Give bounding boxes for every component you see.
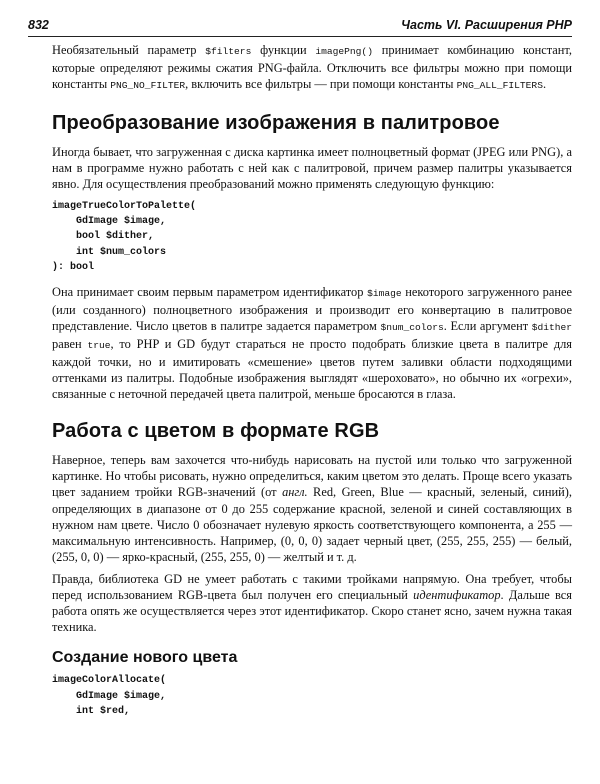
code-line: imageColorAllocate( (52, 675, 167, 687)
code-line: ): bool (52, 262, 95, 274)
code-line: GdImage $image, (76, 215, 167, 227)
page-body (52, 42, 572, 728)
code-line: int $num_colors (76, 246, 167, 258)
code-block-allocate (52, 673, 572, 719)
page-number: 832 (28, 18, 49, 32)
code-line: imageTrueColorToPalette( (52, 200, 197, 212)
subsection-heading-new-color: Создание нового цвета (52, 649, 238, 667)
section-heading-palette: Преобразование изображения в палитровое (52, 112, 500, 135)
paragraph-palette-intro: Иногда бывает, что загруженная с диска картинка имеет полноцветный формат (JPEG или PNG), а нам в программе нужно работать с ней как с палитровой, причем размер палитры указывается явно. Для осуществления преобразований можно применять следующую функцию: (52, 145, 572, 192)
paragraph-rgb-intro: Наверное, теперь вам захочется что-нибудь нарисовать на пустой или только что загруженной картинке. Но чтобы рисовать, нужно определиться, каким цветом это делать. Проще всего указать цвет заданием тройки RGB-значений (от англ. Red, Green, Blue — красный, зеленый, синий), определяющих в диапазоне от 0 до 255 содержание красной, зеленой и синей составляющих в нужном нам цвете. Число 0 обозначает нулевую яркость соответствующего компонента, а 255 — максимальную интенсивность. Например, (0, 0, 0) задает черный цвет, (255, 255, 255) — белый, (255, 0, 0) — ярко-красный, (255, 255, 0) — желтый и т. д. (52, 453, 573, 564)
running-title: Часть VI. Расширения PHP (401, 18, 572, 32)
code-block-truecolor (52, 199, 572, 276)
code-line: int $red, (76, 706, 131, 718)
paragraph-rgb-identifier: Правда, библиотека GD не умеет работать с такими тройками напрямую. Она требует, чтобы перед использованием RGB-цвета был получен его специальный идентификатор. Дальше вся работа опять же осуществляется через этот идентификатор. Скоро станет ясно, зачем нужна такая техника. (52, 571, 572, 635)
paragraph-palette-desc: Она принимает своим первым параметром идентификатор $image некоторого загруженного ранее (или созданного) полноцветного изображения и производит его конвертацию в палитровое представление. Число цветов в палитре задается параметром $num_colors. Если аргумент $dither равен true, то PHP и GD будут стараться не просто подобрать близкие цвета в палитре для каждой точки, но и имитировать «смешение» цветов путем заливки области подходящими оттенками из палитры. Подобные изображения выглядят «шероховато», но обычно их «огрехи», связанные с неточной передачей цвета палитрой, меньше бросаются в глаза. (52, 284, 573, 402)
code-line: GdImage $image, (76, 690, 167, 702)
paragraph-filters: Необязательный параметр $filters функции imagePng() принимает комбинацию констант, которые определяют режимы сжатия PNG-файла. Отключить все фильтры можно при помощи константы PNG_NO_FILTER, включить все фильтры — при помощи константы PNG_ALL_FILTERS. (52, 43, 572, 92)
code-line: bool $dither, (76, 231, 155, 243)
section-heading-rgb: Работа с цветом в формате RGB (52, 420, 380, 443)
page-header (28, 16, 572, 37)
